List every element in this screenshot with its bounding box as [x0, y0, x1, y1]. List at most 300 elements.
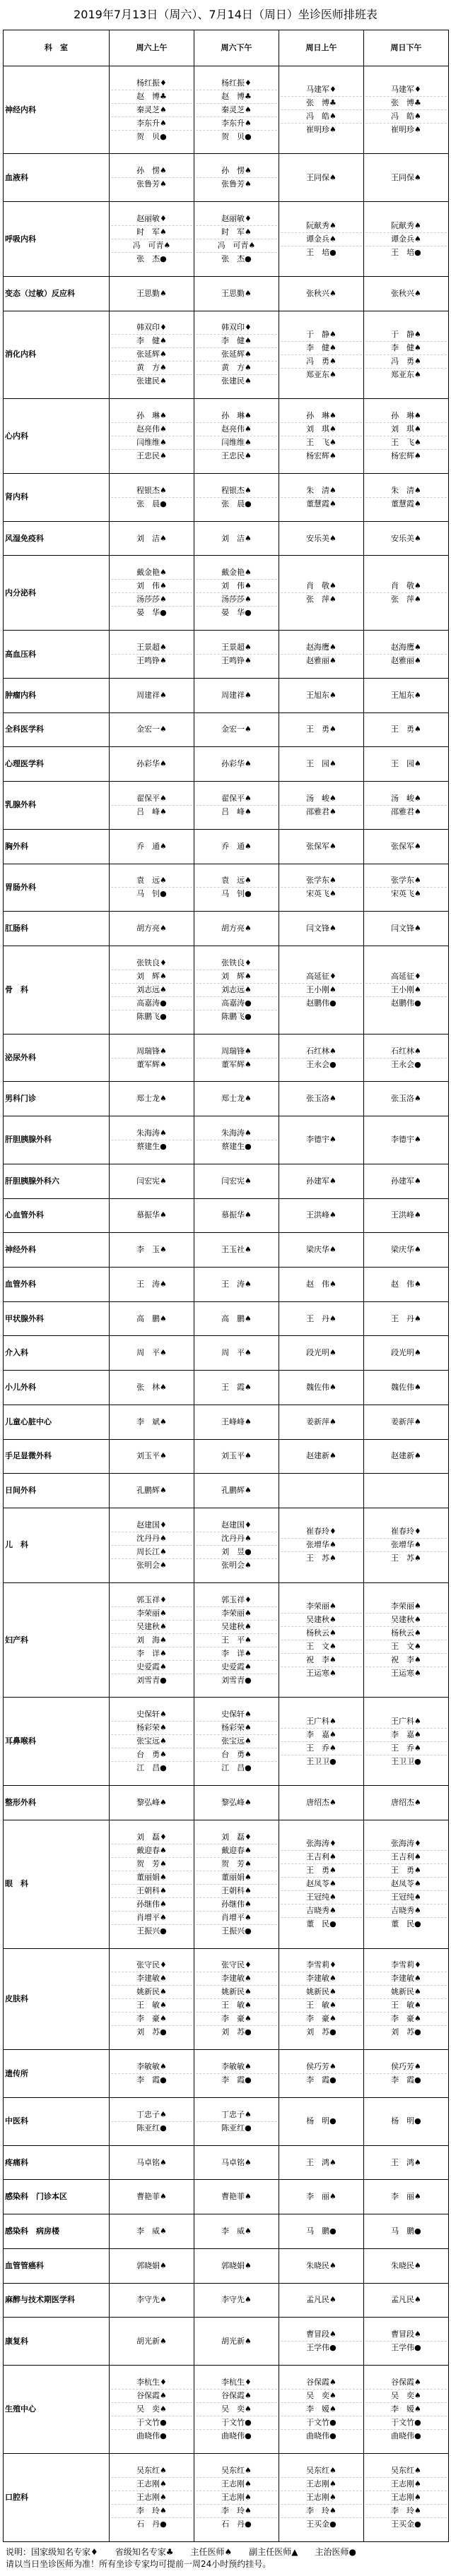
doctor-entry: 张建民♠ [136, 376, 167, 386]
header-sunday-afternoon: 周日下午 [364, 30, 449, 66]
doctor-entry: 高嘉涛● [111, 997, 192, 1010]
schedule-cell-sat-pm [194, 631, 279, 679]
schedule-cell-sun-pm [364, 399, 449, 474]
doctor-entry: 张保军♠ [306, 841, 336, 851]
schedule-cell-sat-pm [194, 1082, 279, 1116]
schedule-cell-sat-pm [194, 782, 279, 830]
doctor-entry: 马 钊● [136, 889, 167, 899]
schedule-cell-sun-am [279, 474, 364, 522]
doctor-entry: 于文竹● [196, 2416, 277, 2430]
department-name: 风湿免疫科 [4, 521, 110, 556]
doctor-entry: 闫维维♠ [196, 436, 277, 450]
schedule-cell-sun-pm [364, 1198, 449, 1233]
doctor-entry: 姚新民♠ [365, 1986, 447, 1999]
doctor-entry: 周瑞锋♠ [111, 1045, 192, 1059]
department-name: 生殖中心 [4, 2366, 110, 2454]
doctor-entry: 翟保平♠ [196, 792, 277, 806]
department-name: 麻醉与技术期医学科 [4, 2283, 110, 2318]
schedule-cell-sat-pm [194, 2248, 279, 2283]
schedule-cell-sat-am [110, 1336, 194, 1371]
table-row [4, 1786, 449, 1820]
doctor-entry: 杨秋云♠ [365, 1627, 447, 1640]
doctor-entry: 王学伟● [306, 2343, 336, 2353]
doctor-entry: 周建祥♠ [221, 690, 252, 700]
doctor-entry: 王志刚♠ [196, 2491, 277, 2505]
table-row [4, 2214, 449, 2249]
schedule-cell-sat-pm [194, 864, 279, 912]
schedule-cell-sat-am [110, 1301, 194, 1336]
doctor-entry: 石 丹● [136, 2519, 167, 2529]
doctor-entry: 郑亚东♠ [391, 369, 421, 379]
doctor-entry: 张秋兴♠ [391, 288, 421, 298]
department-name: 心理医学科 [4, 747, 110, 782]
schedule-cell-sat-pm [194, 2180, 279, 2214]
doctor-entry: 石红林♠ [281, 1045, 362, 1059]
doctor-entry: 刘 磊♦ [196, 1831, 277, 1844]
doctor-entry: 高 鹏♠ [136, 1313, 167, 1323]
schedule-cell-sat-am [110, 2283, 194, 2318]
schedule-cell-sun-am [279, 912, 364, 946]
doctor-entry: 王洪峰♠ [391, 1210, 421, 1220]
doctor-entry: 李 霞● [136, 2075, 167, 2085]
schedule-cell-sat-am [110, 2453, 194, 2541]
doctor-entry: 李 斌♠ [136, 1417, 167, 1426]
schedule-cell-sat-am [110, 678, 194, 712]
doctor-entry: 刘 洁♠ [136, 533, 167, 543]
doctor-entry: 赵 博♣ [196, 90, 277, 104]
doctor-entry: 王 敏♠ [365, 1999, 447, 2012]
doctor-entry: 史保轩♠ [111, 1708, 192, 1722]
schedule-cell-sat-am [110, 2318, 194, 2366]
schedule-cell-sun-pm [364, 1336, 449, 1371]
doctor-entry: 李杭生♦ [111, 2376, 192, 2390]
doctor-entry: 晏 华● [136, 608, 167, 618]
doctor-entry: 周 平♠ [136, 1348, 167, 1358]
schedule-cell-sun-am [279, 1164, 364, 1198]
doctor-entry: 石 丹● [221, 2519, 252, 2529]
schedule-cell-sat-pm [194, 1116, 279, 1164]
doctor-entry: 赵海鹰♠ [365, 641, 447, 655]
schedule-cell-sun-am [279, 1233, 364, 1268]
schedule-cell-sun-pm [364, 1233, 449, 1268]
schedule-cell-sat-am [110, 2248, 194, 2283]
doctor-entry: 李 详♠ [111, 1647, 192, 1661]
schedule-cell-sun-am [279, 2453, 364, 2541]
doctor-entry: 王 文♠ [365, 1640, 447, 1654]
doctor-entry: 王永会● [306, 1059, 336, 1069]
table-row [4, 1698, 449, 1786]
doctor-entry: 祝 李♠ [281, 1654, 362, 1667]
doctor-entry: 王忠民♠ [221, 451, 252, 461]
doctor-entry: 李东升♠ [196, 117, 277, 131]
department-name: 整形外科 [4, 1786, 110, 1820]
doctor-entry: 冯 皓♠ [365, 110, 447, 124]
doctor-entry: 孙 琳♠ [281, 410, 362, 423]
table-row [4, 712, 449, 747]
table-row [4, 631, 449, 679]
schedule-cell-sun-am [279, 202, 364, 277]
doctor-entry: 刘 苏● [306, 2027, 336, 2037]
schedule-cell-sun-am [279, 1198, 364, 1233]
doctor-entry: 王 勇♠ [281, 1864, 362, 1878]
schedule-cell-sun-pm [364, 1474, 449, 1508]
doctor-entry: 刘 苏● [391, 2027, 421, 2037]
schedule-cell-sun-pm [364, 631, 449, 679]
doctor-entry: 谷保霞♠ [281, 2376, 362, 2390]
doctor-entry: 张增华♠ [281, 1539, 362, 1552]
schedule-cell-sat-pm [194, 2145, 279, 2180]
schedule-cell-sat-am [110, 712, 194, 747]
doctor-entry: 史保轩♠ [196, 1708, 277, 1722]
doctor-entry: 王小刚♠ [281, 984, 362, 997]
department-name: 感染科 门诊本区 [4, 2180, 110, 2214]
schedule-cell-sun-am [279, 1698, 364, 1786]
schedule-cell-sun-am [279, 1820, 364, 1948]
department-name: 眼 科 [4, 1820, 110, 1948]
schedule-cell-sat-pm [194, 1034, 279, 1082]
schedule-cell-sun-pm [364, 276, 449, 311]
schedule-cell-sun-pm [364, 712, 449, 747]
doctor-entry: 唐绍杰♠ [391, 1798, 421, 1808]
doctor-entry: 孔鹏辉♠ [221, 1486, 252, 1496]
doctor-entry: 王 霞♠ [221, 1382, 252, 1392]
department-name: 儿 科 [4, 1508, 110, 1583]
doctor-entry: 贺 贝● [136, 131, 167, 141]
doctor-entry: 黎弘峰♠ [221, 1798, 252, 1808]
doctor-entry: 王旭东♠ [391, 690, 421, 700]
doctor-entry: 李 威♠ [136, 2226, 167, 2236]
doctor-entry: 孙 琳♠ [365, 410, 447, 423]
schedule-cell-sun-am [279, 1267, 364, 1301]
doctor-entry: 张 林♠ [136, 1382, 167, 1392]
schedule-cell-sat-am [110, 399, 194, 474]
doctor-entry: 孙 愣♠ [111, 165, 192, 178]
table-row [4, 1508, 449, 1583]
doctor-entry: 李建敏♠ [111, 1972, 192, 1986]
schedule-cell-sat-am [110, 631, 194, 679]
doctor-entry: 张玉洛♠ [306, 1094, 336, 1104]
schedule-cell-sun-am [279, 2366, 364, 2454]
doctor-entry: 姜新萍♠ [391, 1417, 421, 1426]
doctor-entry: 王学伟● [391, 2343, 421, 2353]
doctor-entry: 台 勇♠ [196, 1748, 277, 1762]
doctor-entry: 安乐美♠ [391, 533, 421, 543]
schedule-cell-sun-am [279, 829, 364, 864]
doctor-entry: 刘 海♠ [111, 1634, 192, 1647]
doctor-entry: 李荣丽♠ [281, 1600, 362, 1614]
doctor-entry: 王 敏♠ [281, 1999, 362, 2012]
schedule-cell-sat-pm [194, 712, 279, 747]
doctor-entry: 李 玲♠ [365, 2505, 447, 2518]
doctor-entry: 李 玉♠ [136, 1245, 167, 1255]
table-row [4, 276, 449, 311]
doctor-entry: 蔡建生● [221, 1141, 252, 1151]
department-name: 肝胆胰腺外科六 [4, 1164, 110, 1198]
doctor-entry: 时 军♠ [196, 226, 277, 239]
doctor-entry: 杨彩荣♠ [196, 1722, 277, 1735]
doctor-entry: 王 敏♠ [196, 1999, 277, 2012]
doctor-entry: 杨宏辉♠ [391, 451, 421, 461]
schedule-cell-sun-pm [364, 782, 449, 830]
department-name: 血管管癌科 [4, 2248, 110, 2283]
doctor-entry: 王 园♠ [306, 759, 336, 769]
doctor-entry: 翟保平♠ [111, 792, 192, 806]
doctor-entry: 张 杰● [136, 254, 167, 264]
doctor-entry: 周 平♠ [221, 1348, 252, 1358]
doctor-entry: 程银杰♠ [196, 484, 277, 498]
doctor-entry: 孟凡民♠ [391, 2295, 421, 2305]
doctor-entry: 王 苏♠ [306, 1554, 336, 1563]
schedule-cell-sun-pm [364, 2248, 449, 2283]
doctor-entry: 刘 辉♠ [111, 970, 192, 984]
department-name: 遗传所 [4, 2050, 110, 2098]
doctor-entry: 黄 方♠ [196, 362, 277, 375]
doctor-entry: 张建民♠ [221, 376, 252, 386]
schedule-cell-sun-am [279, 631, 364, 679]
table-row [4, 1336, 449, 1371]
doctor-entry: 高延征♦ [365, 970, 447, 984]
doctor-entry: 李 健♠ [281, 342, 362, 355]
schedule-cell-sat-pm [194, 1786, 279, 1820]
doctor-entry: 乔 通♠ [221, 841, 252, 851]
doctor-entry: 刘 伟♠ [111, 580, 192, 593]
doctor-entry: 杨红振♦ [111, 77, 192, 90]
table-row [4, 1405, 449, 1439]
schedule-cell-sun-pm [364, 1371, 449, 1405]
schedule-cell-sun-pm [364, 202, 449, 277]
doctor-entry: 董慧霞♠ [391, 499, 421, 508]
doctor-entry: 吴建秋♠ [196, 1621, 277, 1634]
table-row [4, 2248, 449, 2283]
schedule-cell-sun-pm [364, 1082, 449, 1116]
doctor-entry: 曲晓伟● [221, 2431, 252, 2440]
schedule-cell-sun-am [279, 1371, 364, 1405]
doctor-entry: 时 军♠ [111, 226, 192, 239]
table-row [4, 1474, 449, 1508]
doctor-entry: 李 霞● [391, 2075, 421, 2085]
doctor-entry: 王 苏♠ [391, 1554, 421, 1563]
doctor-entry: 刘 苏● [221, 2027, 252, 2037]
schedule-cell-sat-am [110, 946, 194, 1034]
doctor-entry: 孙建军♠ [306, 1176, 336, 1186]
doctor-entry: 李雪莉♦ [365, 1959, 447, 1972]
doctor-entry: 赵 伟♠ [391, 1279, 421, 1289]
doctor-entry: 姚新民♠ [196, 1986, 277, 1999]
doctor-entry: 谷保霞♠ [111, 2390, 192, 2403]
doctor-entry: 李守先♠ [136, 2295, 167, 2305]
doctor-entry: 李敏敏♠ [196, 2061, 277, 2074]
schedule-cell-sun-pm [364, 1948, 449, 2050]
doctor-entry: 李 丽♠ [391, 2192, 421, 2202]
header-sunday-morning: 周日上午 [279, 30, 364, 66]
table-row [4, 1820, 449, 1948]
table-row [4, 1082, 449, 1116]
doctor-entry: 孙 愣♠ [196, 165, 277, 178]
doctor-entry: 王朝科♠ [111, 1885, 192, 1898]
doctor-entry: 吴建秋♠ [365, 1614, 447, 1627]
schedule-cell-sat-am [110, 2050, 194, 2098]
table-row [4, 202, 449, 277]
doctor-entry: 李 健♠ [196, 335, 277, 348]
schedule-cell-sat-pm [194, 311, 279, 399]
doctor-entry: 王同保♠ [391, 172, 421, 182]
doctor-entry: 孟凡民♠ [306, 2295, 336, 2305]
footer-notes [3, 2542, 448, 2575]
department-name: 乳腺外科 [4, 782, 110, 830]
doctor-entry: 郭晓娟♠ [136, 2260, 167, 2270]
table-row [4, 1233, 449, 1268]
table-row [4, 311, 449, 399]
schedule-cell-sun-am [279, 1439, 364, 1474]
doctor-entry: 马 鹏● [306, 2226, 336, 2236]
doctor-entry: 冯 勇♠ [365, 355, 447, 369]
schedule-cell-sun-am [279, 556, 364, 631]
schedule-cell-sun-am [279, 712, 364, 747]
doctor-entry: 张秋兴♠ [306, 288, 336, 298]
doctor-entry: 李荣丽♠ [365, 1600, 447, 1614]
doctor-entry: 马卓铭♠ [221, 2157, 252, 2167]
schedule-cell-sat-pm [194, 1267, 279, 1301]
doctor-entry: 张 萍♠ [391, 595, 421, 604]
schedule-cell-sun-pm [364, 1301, 449, 1336]
doctor-entry: 李 详♠ [196, 1647, 277, 1661]
schedule-cell-sat-am [110, 829, 194, 864]
doctor-entry: 董丽娟♠ [196, 1871, 277, 1885]
schedule-cell-sat-am [110, 1508, 194, 1583]
doctor-entry: 江 昌● [136, 1763, 167, 1773]
table-row [4, 2366, 449, 2454]
doctor-entry: 孙彩华♠ [136, 759, 167, 769]
doctor-entry: 马建军♦ [365, 83, 447, 97]
doctor-entry: 丁忠子♠ [196, 2109, 277, 2122]
doctor-entry: 黎弘峰♠ [136, 1798, 167, 1808]
table-row [4, 2318, 449, 2366]
doctor-entry: 黄 方♠ [111, 362, 192, 375]
schedule-cell-sun-am [279, 2248, 364, 2283]
doctor-entry: 赵鹏伟● [391, 998, 421, 1008]
doctor-entry: 郭玉祥♦ [111, 1594, 192, 1607]
doctor-entry: 张鲁芳♠ [221, 179, 252, 189]
doctor-entry: 王运寒♠ [391, 1669, 421, 1678]
department-name: 变态（过敏）反应科 [4, 276, 110, 311]
doctor-entry: 王峰峰♠ [221, 1417, 252, 1426]
department-name: 高血压科 [4, 631, 110, 679]
doctor-entry: 张明会♠ [221, 1560, 252, 1570]
doctor-entry: 朱海涛♠ [111, 1127, 192, 1140]
doctor-entry: 沈丹丹♠ [196, 1532, 277, 1546]
schedule-cell-sat-pm [194, 66, 279, 154]
schedule-cell-sat-pm [194, 678, 279, 712]
doctor-entry: 孙彩华♠ [221, 759, 252, 769]
department-name: 妇产科 [4, 1582, 110, 1698]
schedule-cell-sun-pm [364, 474, 449, 522]
doctor-entry: 王买金● [391, 2519, 421, 2529]
department-name: 胃肠外科 [4, 864, 110, 912]
table-row [4, 1116, 449, 1164]
doctor-entry: 董慧霞♠ [306, 499, 336, 508]
doctor-entry: 杨宏辉♠ [306, 451, 336, 461]
doctor-entry: 赵建国♦ [111, 1519, 192, 1532]
doctor-entry: 台 勇♠ [111, 1748, 192, 1762]
doctor-entry: 张宝远♠ [196, 1735, 277, 1748]
department-name: 甲状腺外科 [4, 1301, 110, 1336]
schedule-cell-sun-pm [364, 2098, 449, 2146]
doctor-entry: 李 丽♠ [306, 2192, 336, 2202]
doctor-entry: 王 乔♠ [365, 1742, 447, 1755]
doctor-entry: 梁庆华♠ [391, 1245, 421, 1255]
doctor-entry: 阮献秀♠ [281, 220, 362, 233]
doctor-entry: 马 钊● [221, 889, 252, 899]
department-name: 小儿外科 [4, 1371, 110, 1405]
doctor-entry: 吴东红♠ [111, 2464, 192, 2478]
table-row [4, 154, 449, 202]
table-row [4, 1164, 449, 1198]
doctor-entry: 李建敏♠ [281, 1972, 362, 1986]
doctor-entry: 曹冒段♠ [281, 2328, 362, 2342]
doctor-entry: 王朝科♠ [196, 1885, 277, 1898]
schedule-cell-sun-pm [364, 2050, 449, 2098]
doctor-entry: 吴 奕♠ [196, 2403, 277, 2416]
doctor-entry: 王景超♠ [111, 641, 192, 655]
doctor-entry: 孔鹏辉♠ [136, 1486, 167, 1496]
doctor-entry: 郭晓娟♠ [221, 2260, 252, 2270]
doctor-entry: 王思勤♠ [136, 288, 167, 298]
doctor-entry: 王同保♠ [306, 172, 336, 182]
doctor-entry: 董 民● [306, 1919, 336, 1929]
table-row [4, 1582, 449, 1698]
doctor-entry: 李 嘉♠ [281, 1729, 362, 1742]
department-name: 中医科 [4, 2098, 110, 2146]
doctor-entry: 张 晨● [136, 499, 167, 508]
doctor-entry: 崔明珍♠ [306, 125, 336, 135]
doctor-entry: 李 玲♠ [196, 2505, 277, 2518]
department-name: 介入科 [4, 1336, 110, 1371]
doctor-entry: 闫文锋♠ [306, 924, 336, 934]
doctor-entry: 姚新民♠ [281, 1986, 362, 1999]
doctor-entry: 王 涛♠ [136, 1279, 167, 1289]
department-name: 儿童心脏中心 [4, 1405, 110, 1439]
doctor-entry: 赵凤苓♠ [281, 1878, 362, 1891]
schedule-cell-sun-am [279, 1082, 364, 1116]
doctor-entry: 朱晓民♠ [306, 2260, 336, 2270]
doctor-entry: 张守民♦ [111, 1959, 192, 1972]
table-row [4, 1034, 449, 1082]
table-row [4, 2145, 449, 2180]
doctor-entry: 孙继伟♠ [111, 1898, 192, 1912]
schedule-cell-sat-am [110, 1820, 194, 1948]
schedule-cell-sat-am [110, 1405, 194, 1439]
doctor-entry: 胡方亮♠ [221, 924, 252, 934]
schedule-cell-sun-pm [364, 1508, 449, 1583]
doctor-entry: 李雪莉♦ [281, 1959, 362, 1972]
doctor-entry: 李 霞● [221, 2075, 252, 2085]
doctor-entry: 肖 敬♠ [365, 580, 447, 593]
doctor-entry: 曹艳菲♠ [136, 2192, 167, 2202]
doctor-entry: 梁庆华♠ [306, 1245, 336, 1255]
schedule-cell-sat-pm [194, 2098, 279, 2146]
doctor-entry: 李 健♠ [365, 342, 447, 355]
department-name: 康复科 [4, 2318, 110, 2366]
legend-text: 说明：国家级知名专家♦ 省级知名专家♣ 主任医师♠ 副主任医师▲ 主治医师● [6, 2547, 356, 2557]
department-name: 骨 科 [4, 946, 110, 1034]
doctor-entry: 李 健♠ [111, 335, 192, 348]
doctor-entry: 刘雪青● [221, 1675, 252, 1685]
doctor-entry: 高嘉涛● [196, 997, 277, 1010]
schedule-cell-sat-pm [194, 1301, 279, 1336]
doctor-entry: 史爱霞♠ [111, 1661, 192, 1674]
schedule-cell-sun-am [279, 1786, 364, 1820]
schedule-cell-sat-am [110, 1582, 194, 1698]
